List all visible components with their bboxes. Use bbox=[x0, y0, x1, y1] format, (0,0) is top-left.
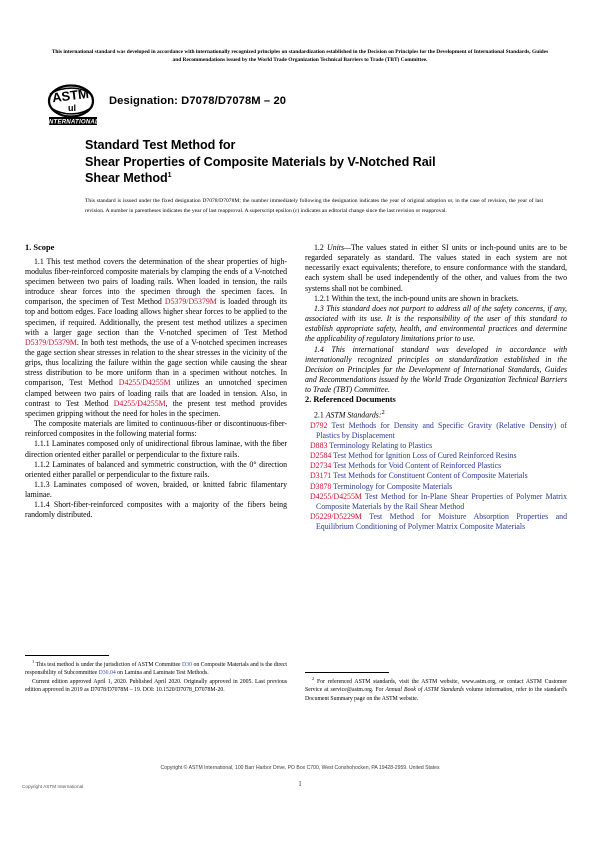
logo-designation-row bbox=[47, 84, 553, 130]
referenced-documents-list bbox=[305, 421, 567, 533]
ref-title-0[interactable]: Test Methods for Density and Specific Gravity (Relative Density) of Plastics by Displacement bbox=[316, 420, 567, 440]
subheading-label: ASTM Standards: bbox=[325, 410, 382, 420]
page-title bbox=[85, 137, 545, 187]
footnote-1-text-c: on Lamina and Laminate Test Methods. bbox=[115, 670, 209, 677]
paragraph-1-4: 1.4 This international standard was developed in accordance with internationally recognized principles on standardization established in the Decision on Principles for the Development of International Standards, Guides and Recommendations issued by the World Trade Organization Technical Barriers to Trade (TBT) Committee. bbox=[305, 344, 567, 395]
para-1-2-number: 1.2 bbox=[314, 243, 328, 252]
link-d4255-2[interactable]: D4255/D4255M bbox=[113, 398, 166, 408]
link-committee-d30[interactable]: D30 bbox=[182, 662, 192, 668]
para-1-1-text-b: is loaded through its top and bottom edges. Face loading allows higher shear forces to be applied to the specimen, if required. Additionally, the present test method utilizes a specimen with a larger gage section than the V-notched specimen of Test Method bbox=[25, 297, 288, 337]
copyright-notice: Copyright © ASTM International, 100 Barr Harbor Drive, PO Box C700, West Conshohocken, PA 19428-2959. United States bbox=[160, 765, 440, 771]
footnote-1-text-b: on Composite Materials and is the direct responsibility of Subcommittee bbox=[25, 662, 287, 677]
title-line-2: Shear Properties of Composite Materials by V-Notched Rail bbox=[85, 154, 436, 169]
ref-title-4[interactable]: Test Methods for Constituent Content of Composite Materials bbox=[333, 471, 528, 481]
right-column bbox=[305, 243, 567, 532]
link-d4255-1[interactable]: D4255/D4255M bbox=[118, 378, 171, 388]
paragraph-1-2-1: 1.2.1 Within the text, the inch-pound units are shown in brackets. bbox=[314, 293, 519, 303]
footnote-2-text-a: For referenced ASTM standards, visit the ASTM website, www.astm.org, or contact ASTM Customer Service at service@astm.org. For bbox=[305, 679, 567, 694]
svg-text:ul: ul bbox=[68, 103, 76, 113]
section-heading-scope: 1. Scope bbox=[25, 243, 55, 252]
footnote-1 bbox=[25, 661, 287, 678]
list-item bbox=[305, 512, 567, 532]
paragraph-1-2 bbox=[305, 243, 567, 294]
footnote-2-italic: Annual Book of ASTM Standards bbox=[385, 687, 464, 694]
list-item bbox=[305, 492, 567, 512]
para-1-1-text-c: . In both test methods, the use of a V-notched specimen increases the gage section shear stresses in relation to the shear stresses in the vicinity of the grips, thus localizing the failure within the gage section while causing the shear stress distribution to be more uniform than in a specimen without notches. In comparison, Test Method bbox=[25, 337, 287, 388]
title-line-3 bbox=[85, 170, 545, 187]
link-subcommittee-d30-04[interactable]: D30.04 bbox=[98, 670, 116, 677]
list-item bbox=[305, 451, 567, 461]
paragraph-1-1 bbox=[25, 257, 287, 420]
svg-text:ASTM: ASTM bbox=[51, 85, 90, 106]
ref-id-0[interactable]: D792 bbox=[310, 420, 328, 430]
footnote-2 bbox=[305, 678, 567, 703]
ref-id-4[interactable]: D3171 bbox=[310, 471, 332, 481]
footnote-right bbox=[305, 672, 567, 703]
page-number: 1 bbox=[298, 780, 302, 788]
copyright-watermark: Copyright ASTM International bbox=[22, 784, 84, 789]
list-item bbox=[305, 441, 567, 451]
footnote-rule bbox=[305, 672, 389, 673]
ref-title-2[interactable]: Test Method for Ignition Loss of Cured Reinforced Resins bbox=[333, 451, 517, 461]
title-line-3-text: Shear Method bbox=[85, 171, 168, 186]
footnote-left bbox=[25, 655, 287, 694]
ref-id-2[interactable]: D2584 bbox=[310, 451, 332, 461]
para-1-1-text-a: 1.1 This test method covers the determination of the shear properties of high-modulus fiber-reinforced composite materials by clamping the ends of a V-notched specimen between two pairs of loading rails. When loaded in tension, the rails introduce shear forces into the specimen through the specimen faces. In comparison, the specimen of Test Method bbox=[25, 256, 287, 307]
footnote-edition-info: Current edition approved April 1, 2020. Published April 2020. Originally approved in 2005. Last previous edition approved in 2019 as D7078/D7078M – 19. DOI: 10.1520/D7078_D7078M-20. bbox=[25, 678, 287, 693]
ref-title-1[interactable]: Terminology Relating to Plastics bbox=[329, 441, 433, 450]
ref-title-3[interactable]: Test Methods for Void Content of Reinforced Plastics bbox=[333, 461, 502, 471]
list-item bbox=[305, 482, 567, 492]
paragraph-1-1-1: 1.1.1 Laminates composed only of unidirectional fibrous laminae, with the fiber direction oriented either parallel or perpendicular to the fixture rails. bbox=[25, 439, 287, 459]
left-column bbox=[25, 243, 287, 521]
ref-title-6[interactable]: Test Method for In-Plane Shear Properties of Polymer Matrix Composite Materials by the Rail Shear Method bbox=[316, 491, 567, 511]
ref-id-3[interactable]: D2734 bbox=[310, 461, 332, 471]
astm-logo-icon bbox=[47, 84, 99, 126]
title-footnote-marker: 1 bbox=[167, 172, 172, 180]
footnote-rule bbox=[25, 655, 109, 656]
footnote-2-text-b: volume information, refer to the standard's Document Summary page on the ASTM website. bbox=[305, 687, 567, 702]
list-item bbox=[305, 461, 567, 471]
subheading-footnote-marker: 2 bbox=[381, 408, 385, 416]
para-1-1-text-d: utilizes an unnotched specimen clamped between two pairs of loading rails that are loaded in tension. Also, in contrast to Test Method bbox=[25, 378, 287, 408]
paragraph-material-forms: The composite materials are limited to continuous-fiber or discontinuous-fiber-reinforced composites in the following material forms: bbox=[25, 419, 287, 439]
ref-id-6[interactable]: D4255/D4255M bbox=[310, 491, 362, 501]
ref-id-7[interactable]: D5229/D5229M bbox=[310, 512, 362, 522]
para-1-2-text: The values stated in either SI units or inch-pound units are to be regarded separately as standard. The values stated in each system are not necessarily exact equivalents; therefore, to ensure conformance with the standard, each system shall be used independently of the other, and values from the two systems shall not be combined. bbox=[305, 243, 567, 293]
paragraph-1-3: 1.3 This standard does not purport to address all of the safety concerns, if any, associated with its use. It is the responsibility of the user of this standard to establish appropriate safety, health, and environmental practices and determine the applicability of regulatory limitations prior to use. bbox=[305, 303, 567, 344]
issued-under-note: This standard is issued under the fixed designation D7078/D7078M; the number immediately following the designation indicates the year of original adoption or, in the case of revision, the year of last revision. A number in parentheses indicates the year of last reapproval. A superscript epsilon (ε) indicates an editorial change since the last revision or reapproval. bbox=[85, 198, 543, 214]
list-item bbox=[305, 471, 567, 481]
subheading-astm-standards bbox=[305, 409, 567, 421]
section-heading-referenced-documents: 2. Referenced Documents bbox=[305, 395, 396, 405]
paragraph-1-1-4: 1.1.4 Short-fiber-reinforced composites with a majority of the fibers being randomly distributed. bbox=[25, 500, 287, 520]
ref-title-7[interactable]: Test Method for Moisture Absorption Properties and Equilibrium Conditioning of Polymer Matrix Composite Materials bbox=[316, 512, 567, 532]
ref-title-5[interactable]: Terminology for Composite Materials bbox=[333, 481, 453, 491]
footnote-1-marker: 1 bbox=[32, 659, 35, 665]
subheading-number: 2.1 bbox=[314, 410, 326, 420]
footnote-1-text-a: This test method is under the jurisdiction of ASTM Committee bbox=[34, 662, 183, 668]
svg-text:INTERNATIONAL: INTERNATIONAL bbox=[47, 118, 99, 126]
designation-label: Designation: D7078/D7078M – 20 bbox=[109, 95, 287, 107]
para-1-1-text-e: , the present test method provides specimen gripping without the need for holes in the specimen. bbox=[25, 398, 287, 418]
ref-id-1[interactable]: D883 bbox=[310, 441, 328, 450]
link-d5379-1[interactable]: D5379/D5379M bbox=[164, 297, 217, 307]
para-1-2-label: Units— bbox=[327, 243, 352, 252]
paragraph-1-1-2: 1.1.2 Laminates of balanced and symmetric construction, with the 0° direction oriented either parallel or perpendicular to the fixture rails. bbox=[25, 459, 287, 479]
paragraph-1-1-3: 1.1.3 Laminates composed of woven, braided, or knitted fabric filamentary laminae. bbox=[25, 480, 287, 500]
link-d5379-2[interactable]: D5379/D5379M bbox=[25, 337, 77, 347]
tbt-header-note: This international standard was developed in accordance with internationally recognized principles on standardization established in the Decision on Principles for the Development of International Standards, Guides and Recommendations issued by the World Trade Organization Technical Barriers to Trade (TBT) Committee. bbox=[51, 49, 549, 64]
title-line-1: Standard Test Method for bbox=[85, 138, 236, 152]
footnote-2-marker: 2 bbox=[312, 676, 315, 682]
list-item bbox=[305, 421, 567, 441]
ref-id-5[interactable]: D3878 bbox=[310, 481, 332, 491]
